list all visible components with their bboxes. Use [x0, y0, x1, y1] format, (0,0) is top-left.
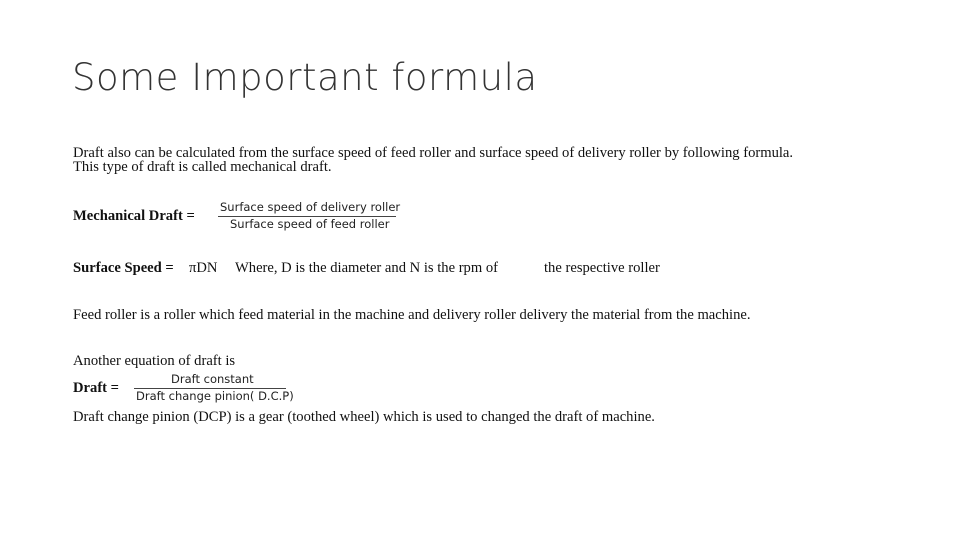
intro-line-1: Draft also can be calculated from the surface speed of feed roller and surface speed of delivery roller by following formula. [73, 145, 794, 161]
surface-speed-where: Where, D is the diameter and N is the rpm of [235, 260, 499, 276]
surface-speed-formula: πDN [189, 260, 218, 276]
draft-label: Draft = [73, 380, 119, 396]
intro-line-2: This type of draft is called mechanical draft. [73, 159, 332, 175]
feed-roller-text: Feed roller is a roller which feed material in the machine and delivery roller delivery the material from the machine. [73, 307, 751, 323]
surface-speed-label: Surface Speed = [73, 260, 174, 276]
another-equation-text: Another equation of draft is [73, 353, 236, 369]
dcp-text: Draft change pinion (DCP) is a gear (toothed wheel) which is used to changed the draft of machine. [73, 409, 655, 425]
draft-numerator: Draft constant [171, 372, 254, 386]
mechanical-draft-label: Mechanical Draft = [73, 208, 195, 224]
mechanical-draft-denominator: Surface speed of feed roller [230, 217, 390, 231]
surface-speed-where-tail: the respective roller [544, 260, 660, 276]
mechanical-draft-numerator: Surface speed of delivery roller [220, 200, 401, 214]
slide-title: Some Important formula [72, 56, 538, 99]
draft-denominator: Draft change pinion( D.C.P) [136, 389, 294, 403]
